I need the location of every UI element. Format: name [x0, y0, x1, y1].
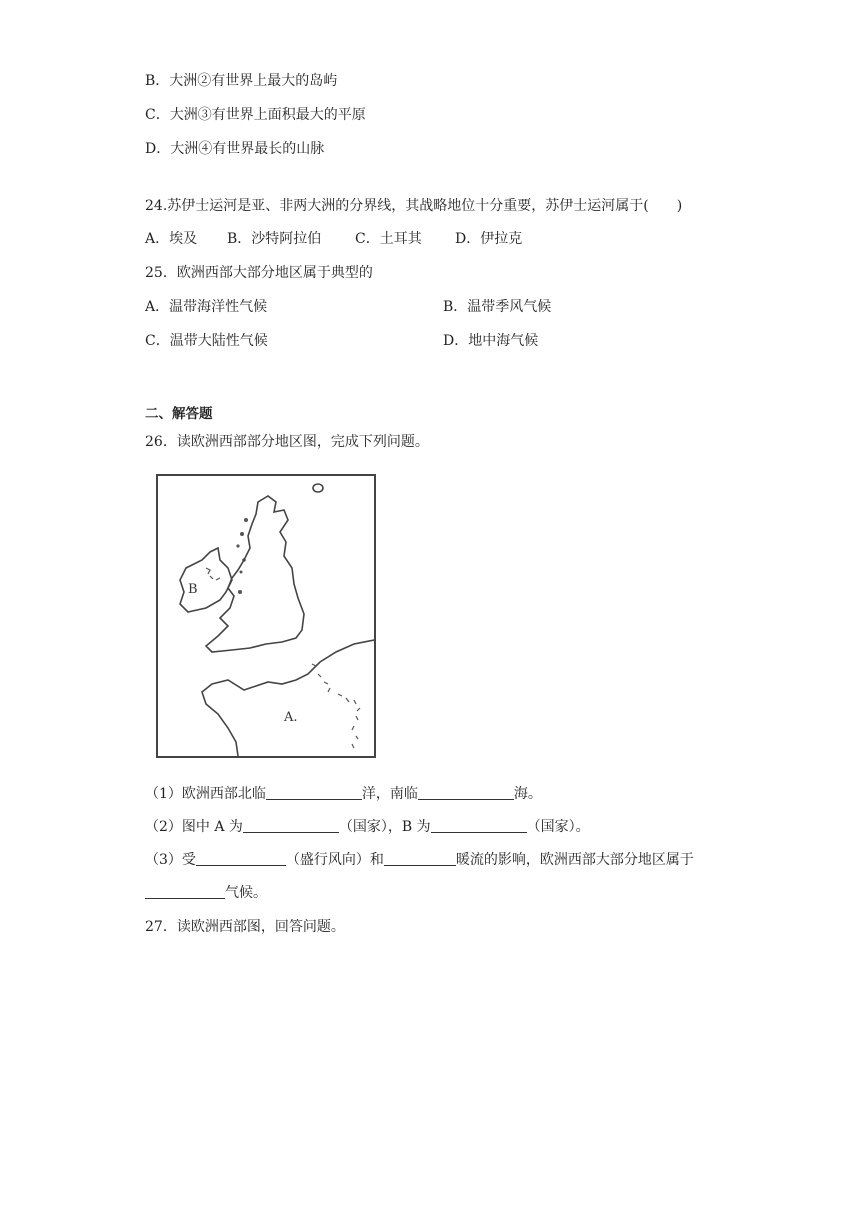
- blank-climate-type[interactable]: [145, 884, 225, 899]
- q26-part3-text-b: （盛行风向）和: [285, 852, 384, 868]
- q25-option-b: B．温带季风气候: [443, 299, 552, 315]
- section-title: 二、解答题: [145, 406, 213, 422]
- map-great-britain: [206, 496, 304, 652]
- q26-part3-text-c: 暖流的影响，欧洲西部大部分地区属于: [455, 852, 694, 868]
- map-label-b: B: [188, 582, 198, 597]
- blank-warm-current[interactable]: [384, 851, 456, 866]
- europe-west-map: [156, 474, 376, 758]
- q26-part1-text-a: （1）欧洲西部北临: [145, 786, 266, 802]
- blank-south-sea[interactable]: [418, 785, 514, 800]
- map-border-marks: [312, 664, 360, 748]
- q24-option-d: D．伊拉克: [455, 231, 523, 247]
- map-label-a: A.: [284, 710, 298, 725]
- q26-part1: [145, 784, 542, 804]
- blank-prevailing-wind[interactable]: [196, 851, 286, 866]
- map-continent-coast: [202, 640, 374, 756]
- q23-option-b: B．大洲②有世界上最大的岛屿: [145, 73, 338, 89]
- q26-stem: 26．读欧洲西部部分地区图，完成下列问题。: [145, 434, 429, 450]
- q26-part3-text-d: 气候。: [225, 885, 267, 901]
- map-drawing: [158, 476, 374, 756]
- q25-stem: 25．欧洲西部大部分地区属于典型的: [145, 265, 373, 281]
- q26-part3-cont: [145, 883, 267, 903]
- q24-option-b: B．沙特阿拉伯: [227, 231, 322, 247]
- q26-part3: [145, 850, 694, 870]
- q26-part1-text-b: 洋，南临: [361, 786, 418, 802]
- q25-option-c: C．温带大陆性气候: [145, 333, 268, 349]
- q23-option-d: D．大洲④有世界最长的山脉: [145, 141, 325, 157]
- map-small-island: [313, 484, 323, 492]
- q26-part2-text-b: （国家），B 为: [338, 819, 431, 835]
- q24-stem: 24.苏伊士运河是亚、非两大洲的分界线，其战略地位十分重要，苏伊士运河属于( ): [145, 198, 683, 214]
- q26-part3-text-a: （3）受: [145, 852, 196, 868]
- map-isle: [238, 590, 242, 594]
- map-northern-islets: [236, 518, 248, 574]
- q24-option-c: C．土耳其: [355, 231, 422, 247]
- blank-country-b[interactable]: [431, 818, 527, 833]
- q24-option-a: A．埃及: [145, 231, 198, 247]
- q25-option-a: A．温带海洋性气候: [145, 299, 268, 315]
- blank-country-a[interactable]: [243, 818, 339, 833]
- q26-part2: [145, 817, 590, 837]
- blank-north-ocean[interactable]: [266, 785, 362, 800]
- q26-part2-text-a: （2）图中 A 为: [145, 819, 243, 835]
- q27-stem: 27．读欧洲西部图，回答问题。: [145, 919, 345, 935]
- map-ireland: [180, 548, 232, 612]
- q25-option-d: D．地中海气候: [443, 333, 539, 349]
- q23-option-c: C．大洲③有世界上面积最大的平原: [145, 107, 366, 123]
- map-ireland-marks: [206, 568, 220, 580]
- q26-part1-text-c: 海。: [513, 786, 542, 802]
- q26-part2-text-c: （国家）。: [526, 819, 590, 835]
